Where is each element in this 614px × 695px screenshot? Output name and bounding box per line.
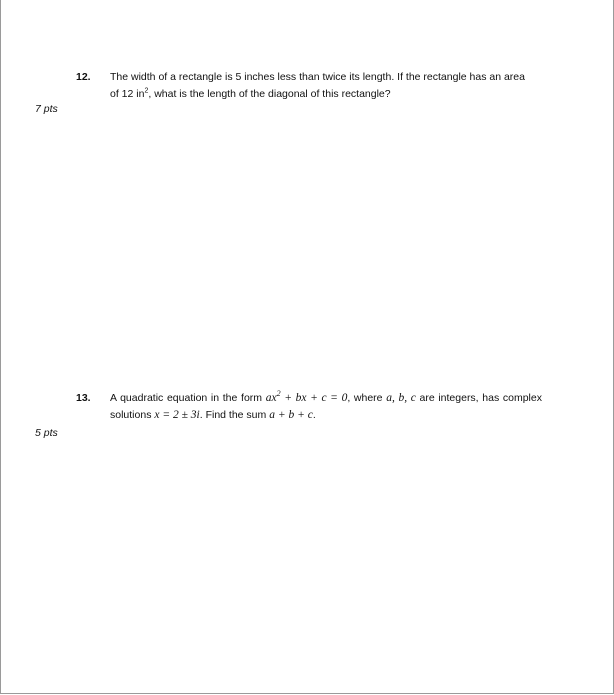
question-12-line2-before: of 12 in: [110, 88, 145, 100]
question-13-after-variables: are integers, has complex solutions: [110, 392, 542, 421]
question-13-text: [110, 390, 542, 424]
question-13-mid: , where: [347, 392, 387, 404]
question-12-number: 12.: [76, 71, 91, 83]
question-12-text: [110, 69, 542, 103]
question-13-end: .: [312, 409, 316, 421]
question-13-find-text: . Find the sum: [199, 409, 270, 421]
question-13-solution: x = 2 ± 3i: [154, 409, 200, 421]
question-12-points: 7 pts: [35, 103, 58, 115]
question-12-area-exponent: 2: [144, 87, 149, 95]
question-13-intro: A quadratic equation in the form: [110, 392, 266, 404]
question-13-variables: a, b, c: [386, 392, 416, 404]
question-12-line2-after: , what is the length of the diagonal of this rectangle?: [148, 88, 391, 100]
question-13-number: 13.: [76, 392, 91, 404]
question-12-line1: The width of a rectangle is 5 inches less than twice its length. If the rectangle has an area: [110, 71, 525, 83]
question-13-equation: $ax^2$ + bx + c = 0: [265, 389, 348, 404]
question-13-sum-expression: a + b + c: [269, 409, 313, 421]
question-13-points: 5 pts: [35, 427, 58, 439]
